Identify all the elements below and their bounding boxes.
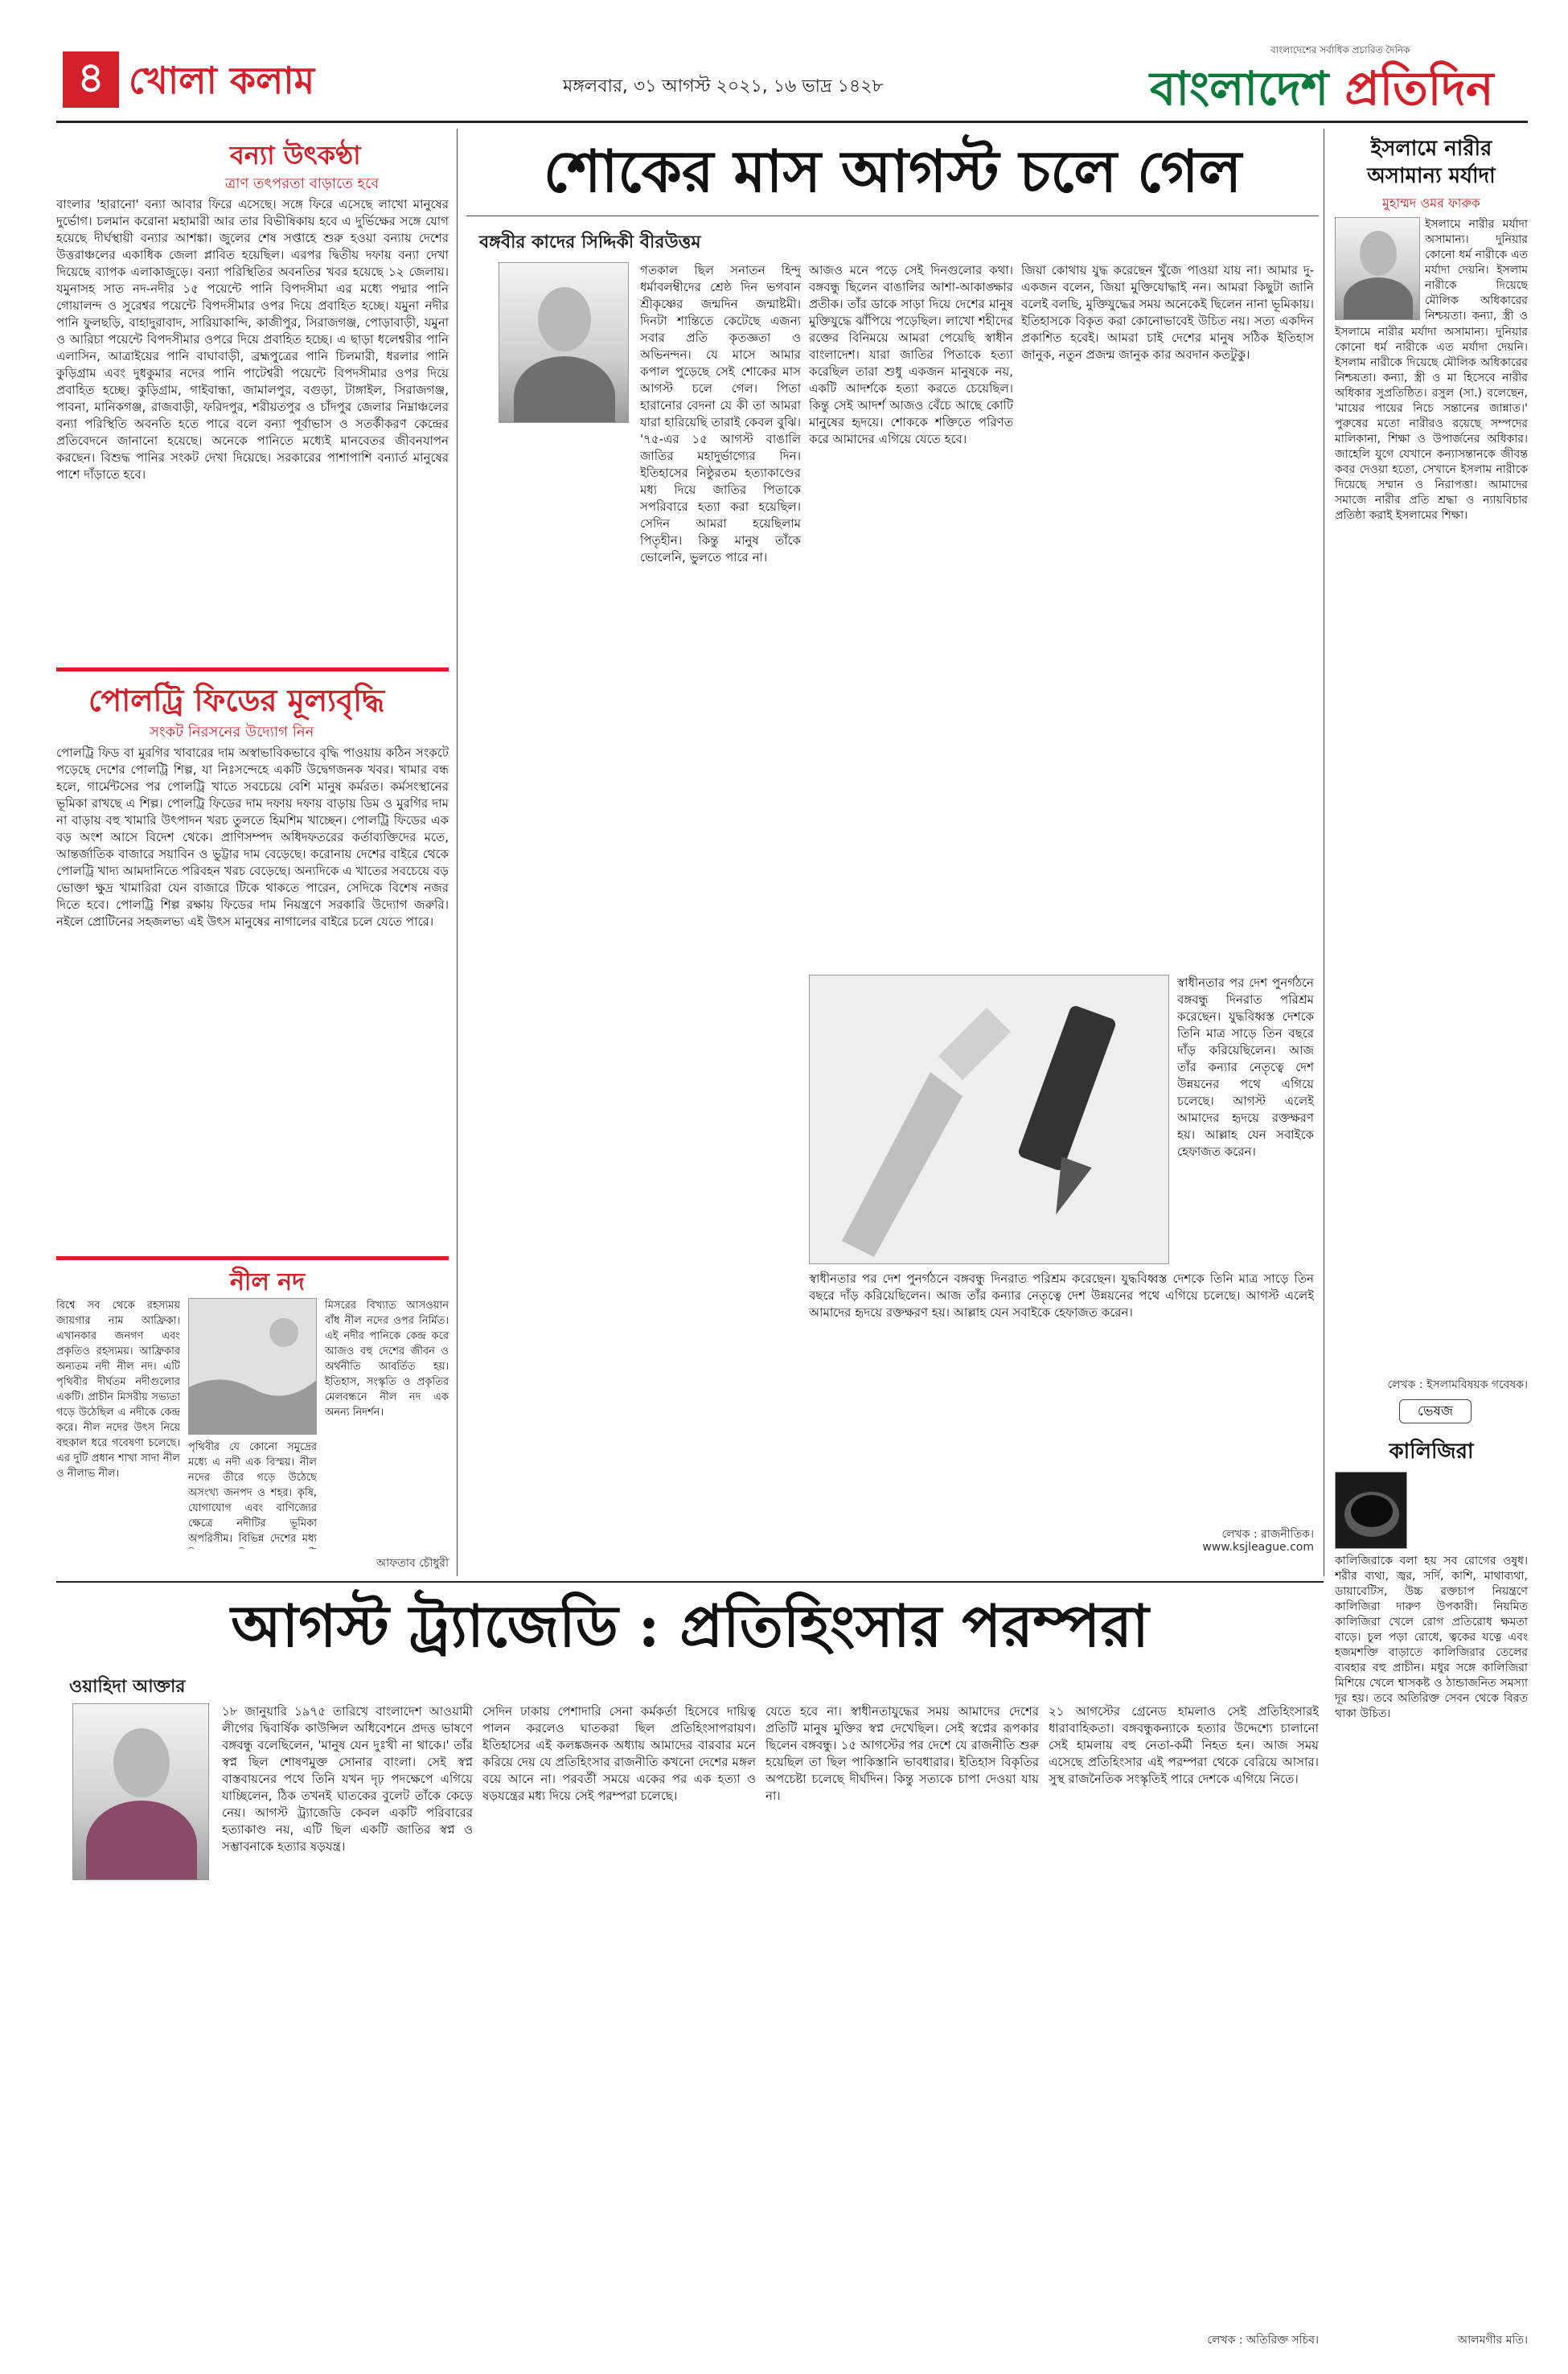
august-author-photo (72, 1703, 209, 1880)
divider (56, 1256, 449, 1260)
column-rule (457, 129, 458, 1576)
poultry-body: পোলট্রি ফিড বা মুরগির খাবারের দাম অস্বাভাবিকভাবে বৃদ্ধি পাওয়ায় কঠিন সংকটে পড়েছে দেশের পোলট্রি শিল্প, যা নিঃসন্দেহে একটি উদ্বেগজনক খবর। খামার বন্ধ হলে, গার্মেন্টসের পর পোলট্রি খাতে সবচেয়ে বেশি মানুষ কর্মরত। কর্মসংস্থানের ভূমিকা রাখছে এ শিল্প। পোলট্রি ফিডের দাম দফায় দফায় বাড়ায় ডিম ও মুরগির দাম না বাড়ায় বহু খামারি উৎপাদন খরচ তুলতে হিমশিম খাচ্ছেন। পোলট্রি ফিডের এক বড় অংশ আসে বিদেশ থেকে। প্রাণিসম্পদ অধিদফতরের কর্তাব্যক্তিদের মতে, আন্তর্জাতিক বাজারে সয়াবিন ও ভুট্টার দাম বেড়েছে। করোনায় দেশের বাইরে থেকে পোলট্রি খাদ্য আমদানিতে পরিবহন খরচ বেড়েছে। অন্যদিকে এ খাতের সবচেয়ে বড় ভোক্তা ক্ষুদ্র খামারিরা যেন বাজারে টিকে থাকতে পারেন, সেদিকে বিশেষ নজর দিতে হবে। পোলট্রি শিল্প রক্ষায় ফিডের দাম নিয়ন্ত্রণে সরকারি উদ্যোগ জরুরি। নইলে প্রোটিনের সহজলভ্য এই উৎস মানুষের নাগালের বাইরে চলে যেতে পারে। (56, 745, 449, 929)
main-byline: বঙ্গবীর কাদের সিদ্দিকী বীরউত্তম (479, 232, 701, 253)
poultry-title: পোলট্রি ফিডের মূল্যবৃদ্ধি (88, 682, 384, 718)
river-image-icon (189, 1299, 317, 1435)
herbal-body: কালিজিরাকে বলা হয় সব রোগের ওষুধ। শরীর ব্যথা, জ্বর, সর্দি, কাশি, মাথাব্যথা, ডায়াবেটিস, উচ্চ রক্তচাপ নিয়ন্ত্রণে কালিজিরা দারুণ উপকারী। নিয়মিত কালিজিরা খেলে রোগ প্রতিরোধ ক্ষমতা বাড়ে। চুল পড়া রোধে, ত্বকের যত্নে এবং হজমশক্তি বাড়াতে কালিজিরার তেলের ব্যবহার বহু প্রাচীন। মধুর সঙ্গে কালিজিরা মিশিয়ে খেলে শ্বাসকষ্ট ও ঠান্ডাজনিত সমস্যা দূর হয়। তবে অতিরিক্ত সেবন থেকে বিরত থাকা উচিত। (1335, 1555, 1528, 1720)
flood-subtitle: ত্রাণ তৎপরতা বাড়াতে হবে (225, 175, 380, 192)
section-name: খোলা কলাম (129, 59, 315, 102)
main-col-2: আজও মনে পড়ে সেই দিনগুলোর কথা। বঙ্গবন্ধু ছিলেন বাঙালির আশা-আকাঙ্ক্ষার প্রতীক। তাঁর ডাকে সাড়া দিয়ে দেশের মানুষ মুক্তিযুদ্ধে ঝাঁপিয়ে পড়েছিল। লাখো শহীদের রক্তের বিনিময়ে আমরা পেয়েছি স্বাধীন বাংলাদেশ। যারা জাতির পিতাকে হত্যা করেছিল তারা শুধু একজন মানুষকে নয়, একটি আদর্শকে হত্যা করতে চেয়েছিল। কিন্তু সেই আদর্শ আজও বেঁচে আছে কোটি মানুষের হৃদয়ে। শোককে শক্তিতে পরিণত করে আমাদের এগিয়ে যেতে হবে। (809, 263, 1013, 446)
august-col-4: ২১ আগস্টের গ্রেনেড হামলাও সেই প্রতিহিংসারই ধারাবাহিকতা। বঙ্গবন্ধুকন্যাকে হত্যার উদ্দেশ্যে চালানো সেই হামলায় বহু নেতা-কর্মী নিহত হন। আজ সময় এসেছে প্রতিহিংসার এই পরম্পরা থেকে বেরিয়ে আসার। সুস্থ রাজনৈতিক সংস্কৃতিই পারে দেশকে এগিয়ে নিতে। (1049, 1704, 1319, 1786)
august-author: লেখক : অতিরিক্ত সচিব। (1207, 2334, 1319, 2347)
seed-bowl-icon (1336, 1472, 1407, 1549)
main-title: শোকের মাস আগস্ট চলে গেল (543, 137, 1242, 205)
issue-date: মঙ্গলবার, ৩১ আগস্ট ২০২১, ১৬ ভাদ্র ১৪২৮ (563, 76, 884, 97)
main-col-4: স্বাধীনতার পর দেশ পুনর্গঠনে বঙ্গবন্ধু দিনরাত পরিশ্রম করেছেন। যুদ্ধবিধ্বস্ত দেশকে তিনি মাত্র সাড়ে তিন বছরে দাঁড় করিয়েছিলেন। আজ তাঁর কন্যার নেতৃত্বে দেশ উন্নয়নের পথে এগিয়ে চলেছে। আগস্ট এলেই আমাদের হৃদয়ে রক্তক্ষরণ হয়। আল্লাহ যেন সবাইকে হেফাজত করেন। (809, 1271, 1314, 1320)
herbal-tag: ভেষজ (1399, 1399, 1472, 1423)
main-col-3: জিয়া কোথায় যুদ্ধ করেছেন খুঁজে পাওয়া যায় না। আমার দু-একজন বলেন, জিয়া মুক্তিযোদ্ধাই নন। আমরা কিছুটা জানি বলেই বলছি, মুক্তিযুদ্ধের সময় অনেকেই ছিলেন নানা ভূমিকায়। ইতিহাসকে বিকৃত করা কোনোভাবেই উচিত নয়। সত্য একদিন প্রকাশিত হবেই। আমরা চাই দেশের মানুষ সঠিক ইতিহাস জানুক, নতুন প্রজন্ম জানুক কার অবদান কতটুকু। (1021, 263, 1314, 362)
main-url: www.ksjleague.com (1202, 1541, 1314, 1554)
august-byline: ওয়াহিদা আক্তার (69, 1677, 186, 1697)
fountain-pen-icon (810, 975, 1169, 1264)
islam-byline: মুহাম্মদ ওমর ফারুক (1382, 195, 1480, 211)
header-rule (56, 121, 1528, 123)
nile-col-3: মিসরের বিখ্যাত আসওয়ান বাঁধ নীল নদের ওপর নির্মিত। এই নদীর পানিকে কেন্দ্র করে আজও বহু দেশের জীবন ও অর্থনীতি আবর্তিত হয়। ইতিহাস, সংস্কৃতি ও প্রকৃতির মেলবন্ধনে নীল নদ এক অনন্য নিদর্শন। (325, 1300, 449, 1419)
august-title: আগস্ট ট্র্যাজেডি : প্রতিহিংসার পরম্পরা (231, 1592, 1149, 1660)
august-col-1: ১৮ জানুয়ারি ১৯৭৫ তারিখে বাংলাদেশ আওয়ামী লীগের দ্বিবার্ষিক কাউন্সিল অধিবেশনে প্রদত্ত ভাষণে বঙ্গবন্ধু বলেছিলেন, 'মানুষ যেন দুঃখী না থাকে।' তাঁর স্বপ্ন ছিল শোষণমুক্ত সোনার বাংলা। সেই স্বপ্ন বাস্তবায়নের পথে তিনি যখন দৃঢ় পদক্ষেপে এগিয়ে যাচ্ছিলেন, ঠিক তখনই ঘাতকের বুলেট তাঁকে কেড়ে নেয়। আগস্ট ট্র্যাজেডি কেবল একটি পরিবারের হত্যাকাণ্ড নয়, এটি ছিল একটি জাতির স্বপ্ন ও সম্ভাবনাকে হত্যার ষড়যন্ত্র। (222, 1704, 473, 1854)
august-col-2: সেদিন ঢাকায় পেশাদারি সেনা কর্মকর্তা হিসেবে দায়িত্ব পালন করলেও ঘাতকরা ছিল প্রতিহিংসাপরায়ণ। ইতিহাসের এই কলঙ্কজনক অধ্যায় আমাদের বারবার মনে করিয়ে দেয় যে প্রতিহিংসার রাজনীতি কখনো দেশের মঙ্গল বয়ে আনে না। পরবর্তী সময়ে একের পর এক হত্যা ও ষড়যন্ত্রের মধ্য দিয়ে সেই পরম্পরা চলেছে। (482, 1704, 756, 1803)
main-author: লেখক : রাজনীতিক। (1221, 1528, 1314, 1541)
herbal-author: আলমগীর মতি। (1457, 2334, 1528, 2347)
divider (56, 667, 449, 672)
main-col-3b: স্বাধীনতার পর দেশ পুনর্গঠনে বঙ্গবন্ধু দিনরাত পরিশ্রম করেছেন। যুদ্ধবিধ্বস্ত দেশকে তিনি মাত্র সাড়ে তিন বছরে দাঁড় করিয়েছিলেন। আজ তাঁর কন্যার নেতৃত্বে দেশ উন্নয়নের পথে এগিয়ে চলেছে। আগস্ট এলেই আমাদের হৃদয়ে রক্তক্ষরণ হয়। আল্লাহ যেন সবাইকে হেফাজত করেন। (1177, 975, 1314, 1159)
islam-title: ইসলামে নারীর অসামান্য মর্যাদা (1367, 137, 1496, 188)
poultry-subtitle: সংকট নিরসনের উদ্যোগ নিন (150, 724, 314, 741)
flood-title: বন্যা উৎকণ্ঠা (230, 140, 361, 170)
black-seed-photo (1335, 1472, 1407, 1549)
islam-author: লেখক : ইসলামবিষয়ক গবেষক। (1387, 1378, 1528, 1391)
august-col-3: যেতে হবে না। স্বাধীনতাযুদ্ধের সময় আমাদের দেশের প্রতিটি মানুষ মুক্তির স্বপ্ন দেখেছিল। সেই স্বপ্নের রূপকার ছিলেন বঙ্গবন্ধু। ১৫ আগস্টের পর দেশে যে রাজনীতি শুরু হয়েছিল তা ছিল পাকিস্তানি ভাবধারার। ইতিহাস বিকৃতির অপচেষ্টা চলেছে দীর্ঘদিন। কিন্তু সত্যকে চাপা দেওয়া যায় না। (766, 1704, 1039, 1803)
logo-tagline: বাংলাদেশের সর্বাধিক প্রচারিত দৈনিক (1270, 44, 1410, 55)
herbal-title: কালিজিরা (1389, 1440, 1474, 1464)
islam-body-top: ইসলামে নারীর মর্যাদা অসামান্য। দুনিয়ার কোনো ধর্ম নারীকে এত মর্যাদা দেয়নি। ইসলাম নারীকে দিয়েছে মৌলিক অধিকারের নিশ্চয়তা। কন্যা, স্ত্রী ও (1425, 218, 1528, 322)
nile-title: নীল নদ (230, 1268, 305, 1296)
section-rule (56, 1581, 1324, 1583)
pen-illustration (809, 975, 1169, 1264)
islam-body: ইসলামে নারীর মর্যাদা অসামান্য। দুনিয়ার কোনো ধর্ম নারীকে এত মর্যাদা দেয়নি। ইসলাম নারীকে দিয়েছে মৌলিক অধিকারের নিশ্চয়তা। কন্যা, স্ত্রী ও মা হিসেবে নারীর অধিকার সুপ্রতিষ্ঠিত। রসুল (সা.) বলেছেন, 'মায়ের পায়ের নিচে সন্তানের জান্নাত।' পুরুষের মতো নারীরও রয়েছে সম্পদের মালিকানা, শিক্ষা ও উপার্জনের অধিকার। জাহেলি যুগে যেখানে কন্যাসন্তানকে জীবন্ত কবর দেওয়া হতো, সেখানে ইসলাম নারীকে দিয়েছে সম্মান ও নিরাপত্তা। আমাদের সমাজে নারীর প্রতি শ্রদ্ধা ও ন্যায়বিচার প্রতিষ্ঠা করাই ইসলামের শিক্ষা। (1335, 326, 1528, 522)
nile-author: আফতাব চৌধুরী (376, 1557, 449, 1570)
author-photo (499, 262, 629, 423)
nile-photo (188, 1298, 317, 1435)
main-col-1: গতকাল ছিল সনাতন হিন্দু ধর্মাবলম্বীদের শ্রেষ্ঠ দিন ভগবান শ্রীকৃষ্ণের জন্মদিন জন্মাষ্টমী। দিনটা শান্তিতে কেটেছে এজন্য সবার প্রতি কৃতজ্ঞতা ও অভিনন্দন। যে মাসে আমার কপাল পুড়েছে সেই শোকের মাস আগস্ট চলে গেল। পিতা হারানোর বেদনা যে কী তা আমরা যারা হারিয়েছি তারাই কেবল বুঝি। '৭৫-এর ১৫ আগস্ট বাঙালি জাতির মহাদুর্ভাগ্যের দিন। ইতিহাসের নিষ্ঠুরতম হত্যাকাণ্ডের মধ্য দিয়ে জাতির পিতাকে সপরিবারে হত্যা করা হয়েছিল। সেদিন আমরা হয়েছিলাম পিতৃহীন। কিন্তু মানুষ তাঁকে ভোলেনি, ভুলতে পারে না। (640, 263, 801, 565)
newspaper-logo (1150, 43, 1520, 121)
nile-col-2: পৃথিবীর যে কোনো সমুদ্রের মধ্যে এ নদী এক বিস্ময়। নীল নদের তীরে গড়ে উঠেছে অসংখ্য জনপদ ও শহর। কৃষি, যোগাযোগ এবং বাণিজ্যের ক্ষেত্রে নদীটির ভূমিকা অপরিসীম। বিভিন্ন দেশের মধ্য (188, 1441, 317, 1545)
nile-col-1: বিশ্বে সব থেকে রহস্যময় জায়গার নাম আফ্রিকা। এখানকার জনগণ এবং প্রকৃতিও রহস্যময়। আফ্রিকার অন্যতম নদী নীল নদ। এটি পৃথিবীর দীর্ঘতম নদীগুলোর একটি। প্রাচীন মিসরীয় সভ্যতা গড়ে উঠেছিল এ নদীকে কেন্দ্র করে। নীল নদের উৎস নিয়ে বহুকাল ধরে গবেষণা চলেছে। এর দুটি প্রধান শাখা সাদা নীল ও নীলাভ নীল। (56, 1300, 180, 1480)
islam-author-photo (1335, 217, 1420, 320)
page-number: ৪ (63, 51, 119, 108)
flood-body: বাংলার 'হারানো' বন্যা আবার ফিরে এসেছে। সঙ্গে ফিরে এসেছে লাখো মানুষের দুর্ভোগ। চলমান করোনা মহামারী আর তার বিভীষিকায় হবে এ দুর্ভিক্ষের সঙ্গে যোগ হয়েছে দীর্ঘস্থায়ী বন্যার আশঙ্কা। জুলের শেষ সপ্তাহে শুরু হওয়া বন্যায় দেশের উত্তরাঞ্চলের একাধিক জেলা প্লাবিত হয়েছিল। এরপর দ্বিতীয় দফায় বন্যা দেখা দিয়েছে ব্যাপক এলাকাজুড়ে। বন্যা পরিস্থিতির অবনতির খবর হয়েছে ১২ জেলায়। যমুনাসহ সাত নদ-নদীর ১৫ পয়েন্টে পানি বিপদসীমা এর মধ্যে পদ্মার পানি গোয়ালন্দ ও সুরেশ্বর পয়েন্টে বিপদসীমার ওপর দিয়ে প্রবাহিত হচ্ছে। যমুনা নদীর পানি ফুলছড়ি, বাহাদুরাবাদ, সারিয়াকান্দি, কাজীপুর, সিরাজগঞ্জ, পোড়াবাড়ী, যমুনা ও আরিচা পয়েন্টে বিপদসীমার ওপরে দিয়ে প্রবাহিত হচ্ছে। এ ছাড়া ধলেশ্বরীর পানি এলাসিন, আত্রাইয়ের পানি বাঘাবাড়ী, ব্রহ্মপুত্রের পানি চিলমারী, ধরলার পানি কুড়িগ্রাম এবং দুধকুমার নদের পানি পাটেশ্বরী পয়েন্টে বিপদসীমার ওপর দিয়ে প্রবাহিত হচ্ছে। কুড়িগ্রাম, গাইবান্ধা, জামালপুর, বগুড়া, টাঙ্গাইল, সিরাজগঞ্জ, পাবনা, মানিকগঞ্জ, রাজবাড়ী, ফরিদপুর, শরীয়তপুর ও চাঁদপুর জেলার নিম্নাঞ্চলের বন্যা পরিস্থিতি অবনতি হতে পারে বলে বন্যা পূর্বাভাস ও সতর্কীকরণ কেন্দ্রের প্রতিবেদনে জানানো হয়েছে। অনেকে পানিতে মধ্যেই মানবেতর জীবনযাপন করছেন। বিশুদ্ধ পানির সংকট দেখা দিয়েছে। সরকারের পাশাপাশি বন্যার্ত মানুষের পাশে দাঁড়াতে হবে। (56, 197, 449, 482)
logo-name: বাংলাদেশ প্রতিদিন (1150, 61, 1494, 116)
